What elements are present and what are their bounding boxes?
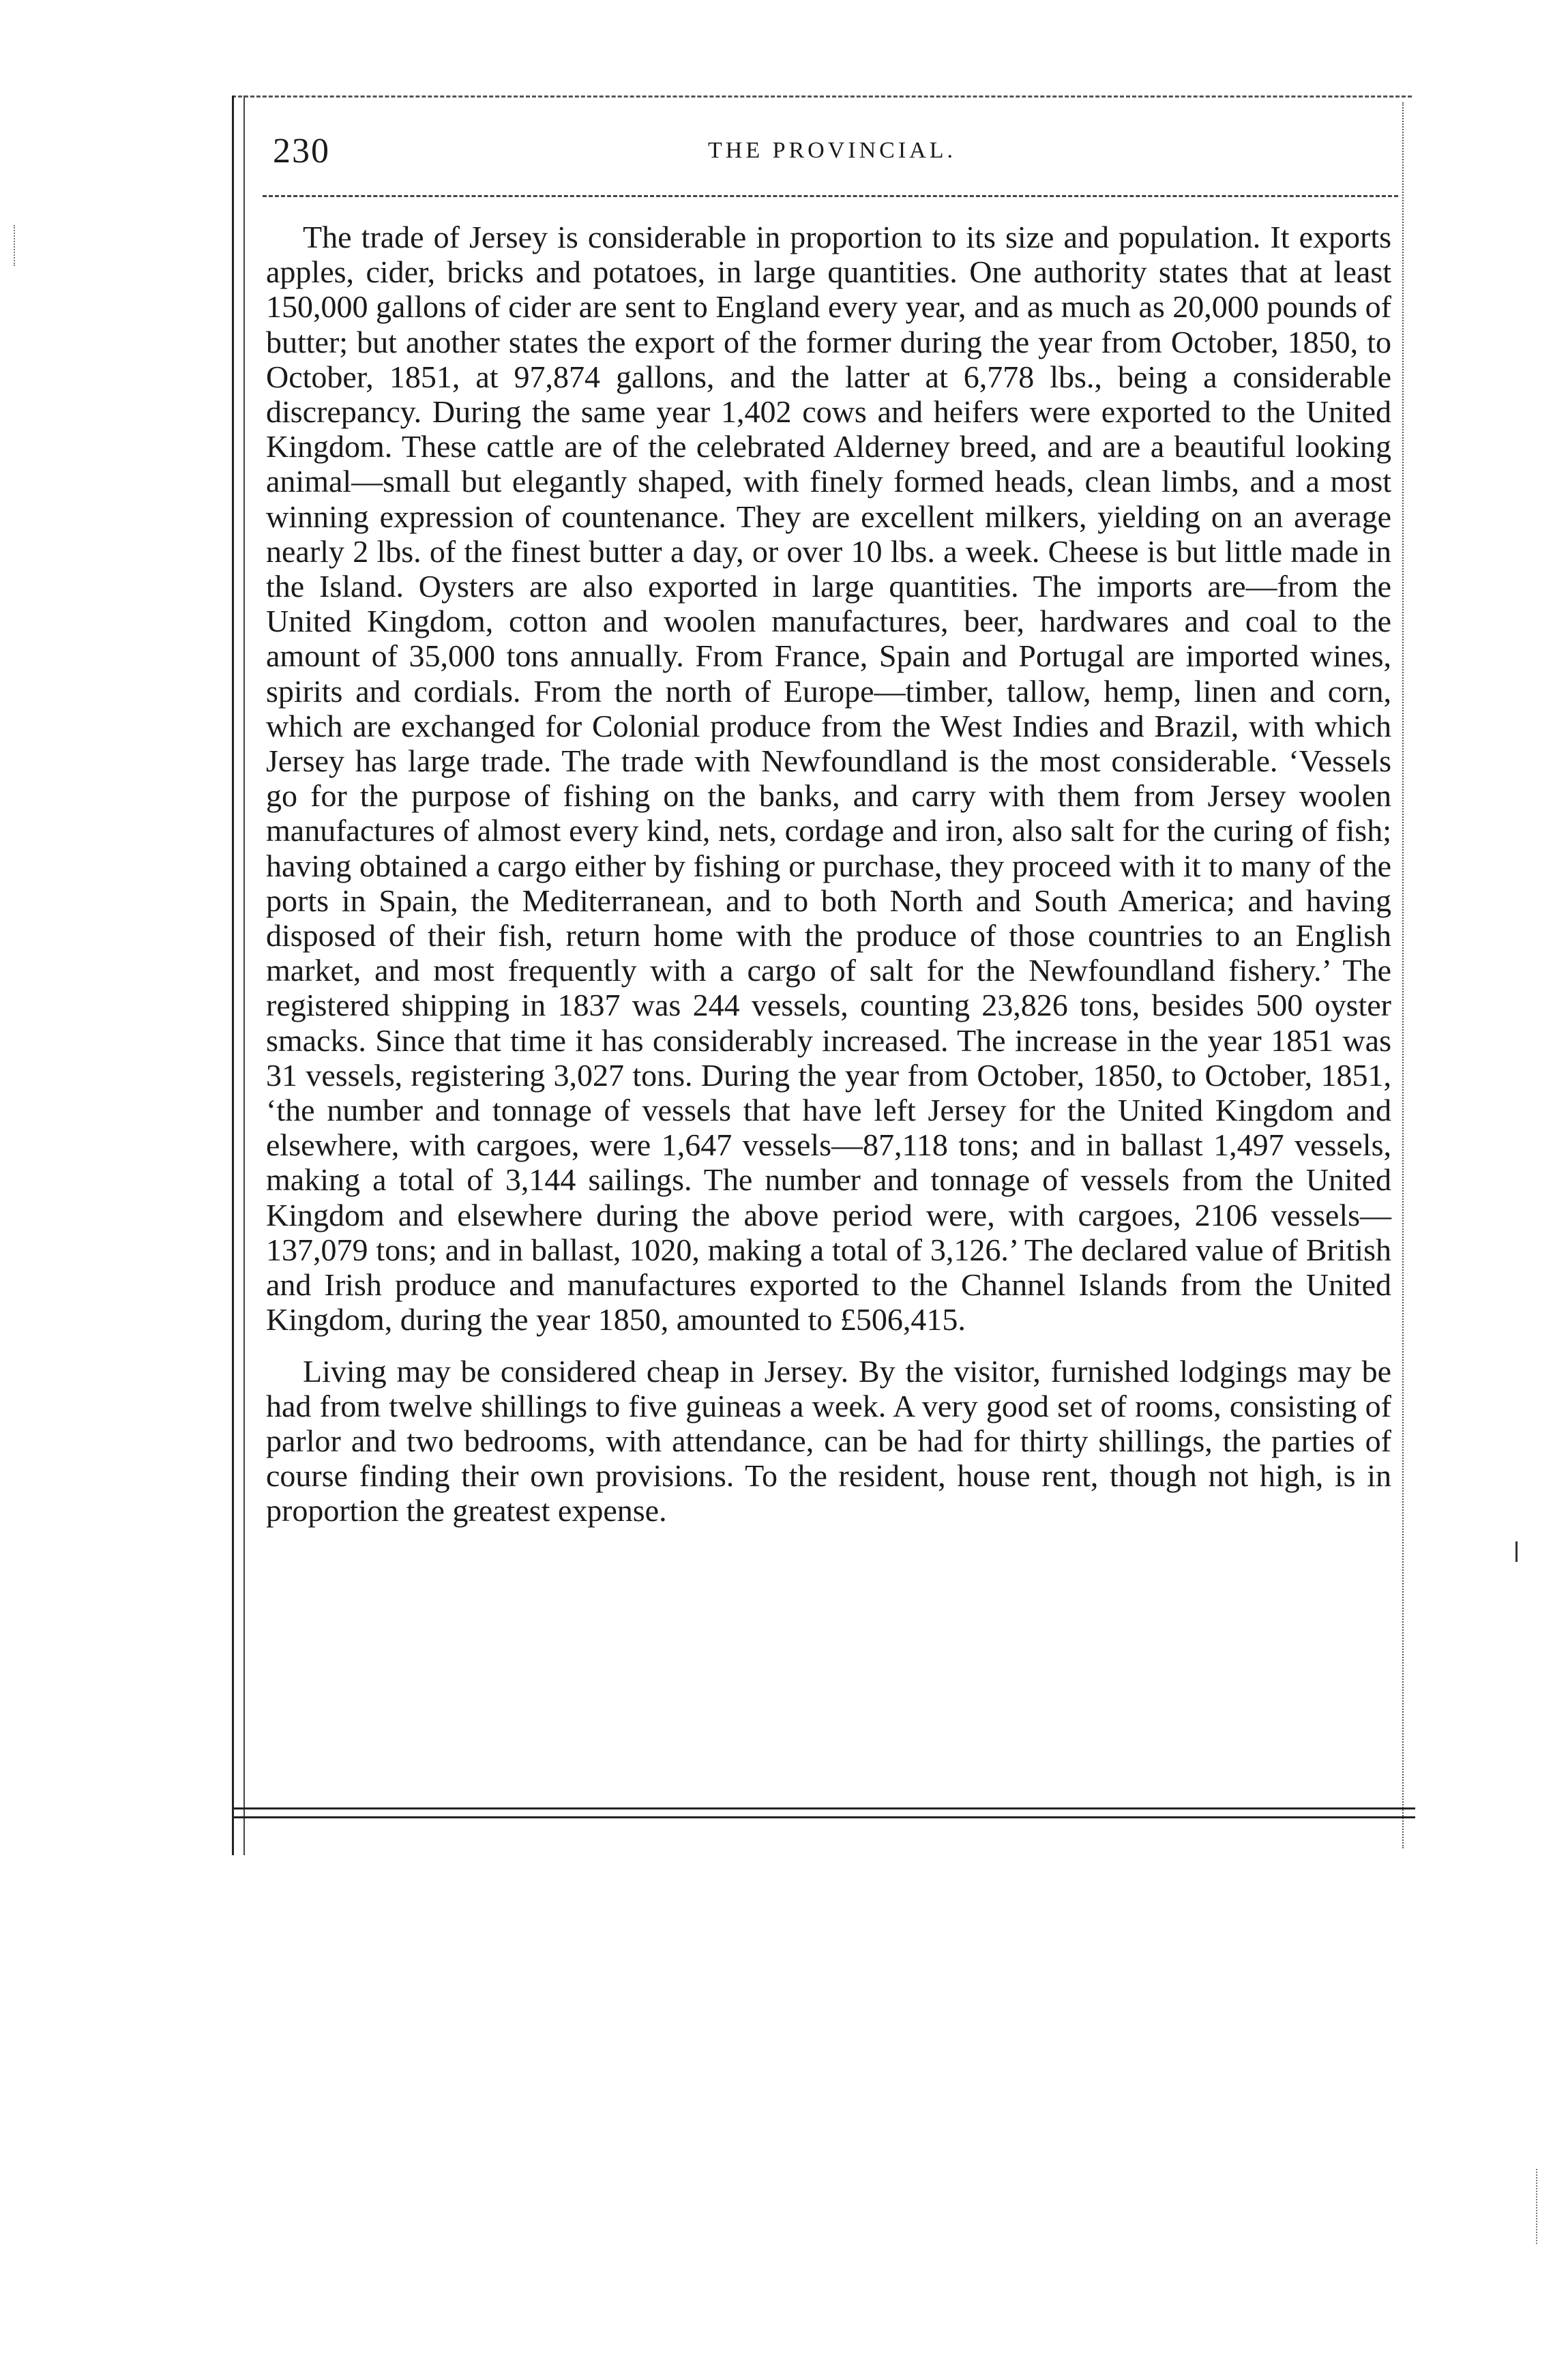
page-frame-top-rule [232, 95, 1412, 98]
scan-edge-mark [1536, 2169, 1537, 2244]
scan-edge-mark [1515, 1541, 1518, 1562]
body-text [266, 220, 1391, 1528]
scan-edge-mark [14, 225, 15, 266]
page-frame-left-rule [232, 95, 245, 1855]
page-header [273, 131, 1391, 186]
paragraph-trade: The trade of Jersey is considerable in proportion to its size and population. It exports apples, cider, bricks and potatoes, in large quantities. One authority states that at least 150,000 gallons of cider are sent to England every year, and as much as 20,000 pounds of butter; but another states the export of the former during the year from October, 1850, to October, 1851, at 97,874 gallons, and the latter at 6,778 lbs., being a considerable discrepancy. During the same year 1,402 cows and heifers were exported to the United Kingdom. These cattle are of the celebrated Alderney breed, and are a beautiful looking animal—small but elegantly shaped, with finely formed heads, clean limbs, and a most winning expression of countenance. They are excellent milkers, yielding on an average nearly 2 lbs. of the finest butter a day, or over 10 lbs. a week. Cheese is but little made in the Island. Oysters are also exported in large quantities. The imports are—from the United Kingdom, cotton and woolen manufactures, beer, hardwares and coal to the amount of 35,000 tons annually. From France, Spain and Portugal are imported wines, spirits and cordials. From the north of Europe—timber, tallow, hemp, linen and corn, which are exchanged for Colonial produce from the West Indies and Brazil, with which Jersey has large trade. The trade with Newfoundland is the most considerable. ‘Vessels go for the purpose of fishing on the banks, and carry with them from Jersey woolen manufactures of almost every kind, nets, cordage and iron, also salt for the curing of fish; having obtained a cargo either by fishing or purchase, they proceed with it to many of the ports in Spain, the Mediterranean, and to both North and South America; and having disposed of their fish, return home with the produce of those countries to an English market, and most frequently with a cargo of salt for the Newfoundland fishery.’ The registered shipping in 1837 was 244 vessels, counting 23,826 tons, besides 500 oyster smacks. Since that time it has considerably increased. The increase in the year 1851 was 31 vessels, registering 3,027 tons. During the year from October, 1850, to October, 1851, ‘the number and tonnage of vessels that have left Jersey for the United Kingdom and elsewhere, with cargoes, were 1,647 vessels—87,118 tons; and in ballast 1,497 vessels, making a total of 3,144 sailings. The number and tonnage of vessels from the United Kingdom and elsewhere during the above period were, with cargoes, 2106 vessels—137,079 tons; and in ballast, 1020, making a total of 3,126.’ The declared value of British and Irish produce and manufactures exported to the Channel Islands from the United Kingdom, during the year 1850, amounted to £506,415. [266, 220, 1391, 1338]
paragraph-living: Living may be considered cheap in Jersey. By the visitor, furnished lodgings may be had from twelve shillings to five guineas a week. A very good set of rooms, consisting of parlor and two bedrooms, with attendance, can be had for thirty shillings, the parties of course finding their own provisions. To the resident, house rent, though not high, is in proportion the greatest expense. [266, 1353, 1391, 1528]
bottom-double-rule [232, 1807, 1415, 1818]
page-frame-right-rule [1402, 102, 1404, 1848]
header-rule [263, 195, 1398, 197]
page-number: 230 [273, 132, 330, 171]
running-title: THE PROVINCIAL. [708, 138, 956, 163]
